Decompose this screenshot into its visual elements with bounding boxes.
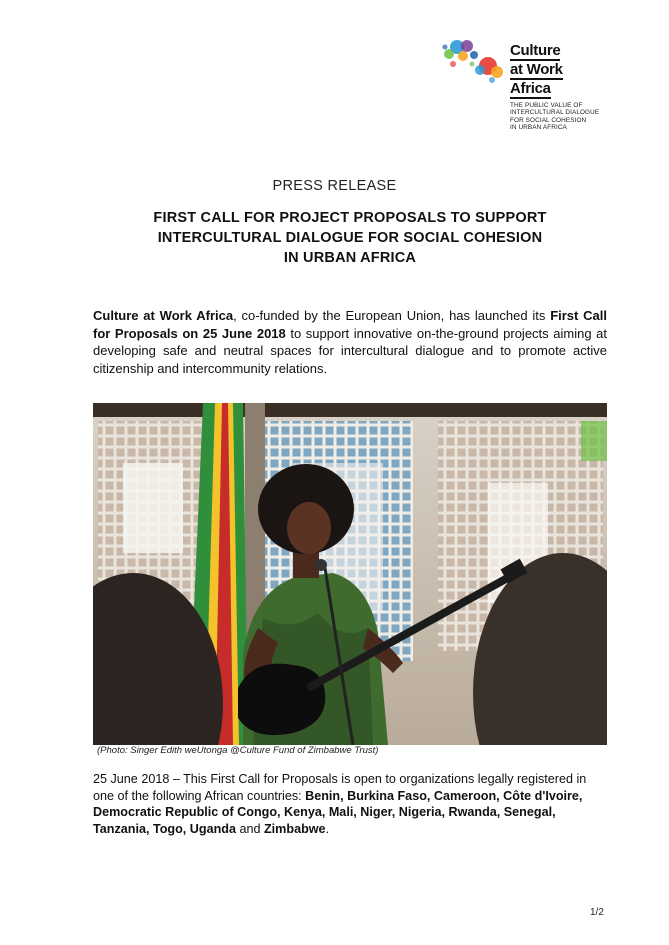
logo-line-3: Africa [510, 80, 551, 97]
logo-wordmark [510, 43, 563, 100]
page-number: 1/2 [590, 907, 604, 918]
logo-line-2: at Work [510, 61, 563, 78]
photo-illustration [93, 403, 607, 745]
call-highlight: First Call for Proposals on 25 June 2018 [93, 308, 607, 341]
intro-text-2: to support innovative on-the-ground projects aiming at developing safe and neutral spaces for intercultural dialogue and to promote active citizenship and intercommunity relations. [93, 325, 607, 376]
photo-caption: (Photo: Singer Edith weUtonga @Culture Fund of Zimbabwe Trust) [97, 745, 379, 756]
press-release-label: PRESS RELEASE [272, 178, 397, 194]
headline [80, 208, 620, 268]
intro-text-1: , co-funded by the European Union, has launched its [233, 308, 551, 323]
singer-photo [93, 403, 607, 745]
logo-tagline-line: INTERCULTURAL DIALOGUE [510, 109, 600, 117]
logo-line-1: Culture [510, 42, 561, 59]
logo-tagline-line: THE PUBLIC VALUE OF [510, 102, 583, 109]
eligibility-paragraph [93, 771, 609, 837]
logo-tagline-line: IN URBAN AFRICA [510, 124, 567, 132]
culture-at-work-africa-logo [440, 38, 630, 138]
last-country: Zimbabwe [263, 821, 326, 836]
headline-line: IN URBAN AFRICA [283, 250, 417, 266]
body-text-1: 25 June 2018 – This First Call for Proposals is open to organizations legally registered in one of the following African countries: [93, 772, 587, 803]
logo-tagline-line: FOR SOCIAL COHESION [510, 116, 587, 124]
intro-paragraph [93, 307, 607, 377]
body-end: . [325, 821, 330, 836]
logo-tagline [510, 102, 620, 132]
body-and: and [235, 821, 264, 836]
org-name: Culture at Work Africa [93, 308, 234, 323]
headline-line: FIRST CALL FOR PROJECT PROPOSALS TO SUPPORT [153, 210, 547, 226]
logo-dots-icon [440, 38, 506, 86]
country-list: Benin, Burkina Faso, Cameroon, Côte d'Ivoire, Democratic Republic of Congo, Kenya, Mali, Niger, Nigeria, Rwanda, Senegal, Tanzania, Togo, Uganda [93, 788, 583, 836]
headline-line: INTERCULTURAL DIALOGUE FOR SOCIAL COHESION [157, 230, 543, 246]
